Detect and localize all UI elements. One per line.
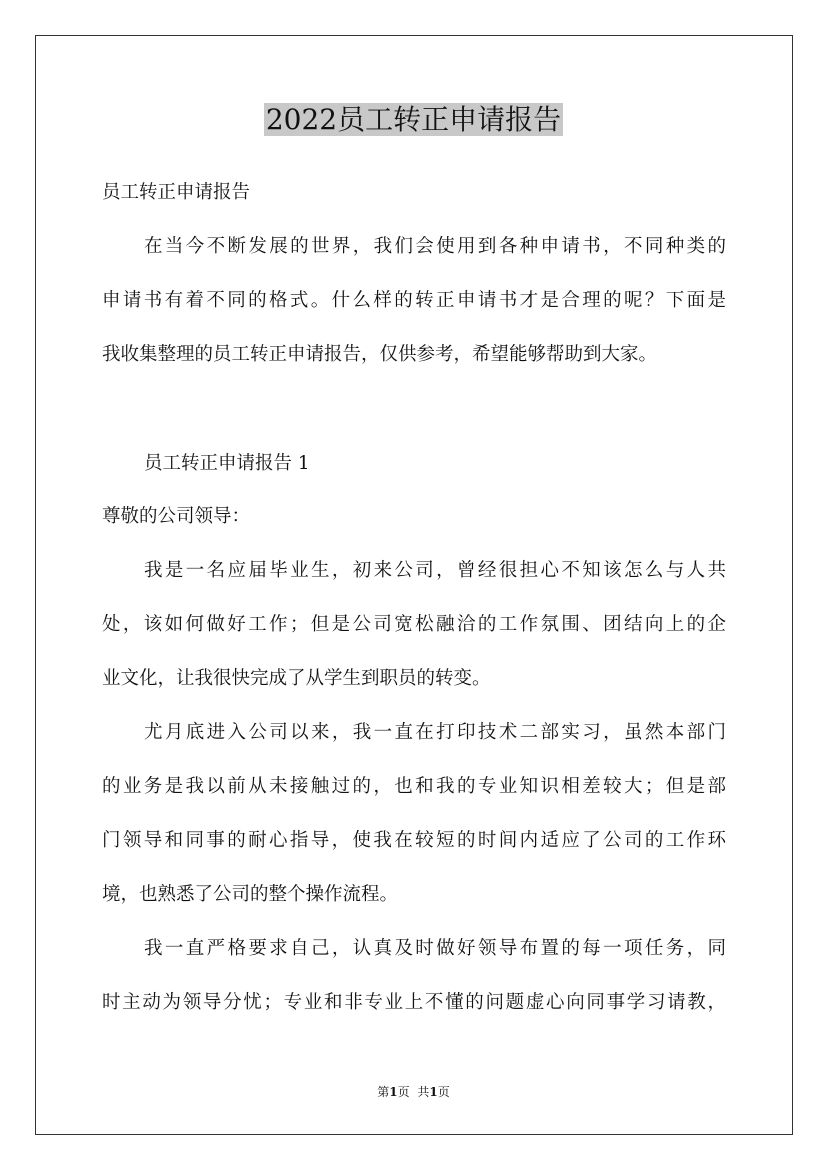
footer-total-pages: 1 (429, 1085, 438, 1099)
footer-total-suffix: 页 (437, 1085, 450, 1099)
salutation: 尊敬的公司领导： (102, 506, 251, 527)
footer-total-prefix: 共 (417, 1085, 430, 1099)
intro-line-1: 在当今不断发展的世界，我们会使用到各种申请书，不同种类的 (144, 236, 726, 257)
paragraph3-line-2: 时主动为领导分忧；专业和非专业上不懂的问题虚心向同事学习请教， (102, 992, 726, 1013)
paragraph1-line-1: 我是一名应届毕业生，初来公司，曾经很担心不知该怎么与人共 (144, 560, 726, 581)
intro-line-2: 申请书有着不同的格式。什么样的转正申请书才是合理的呢？下面是 (102, 290, 726, 311)
page-footer (0, 1083, 827, 1101)
document-title: 2022员工转正申请报告 (265, 103, 562, 136)
paragraph2-line-3: 门领导和同事的耐心指导，使我在较短的时间内适应了公司的工作环 (102, 830, 726, 851)
footer-page-prefix: 第 (377, 1085, 390, 1099)
document-subtitle: 员工转正申请报告 (102, 182, 251, 203)
paragraph2-line-4: 境，也熟悉了公司的整个操作流程。 (102, 884, 399, 905)
paragraph1-line-2: 处，该如何做好工作；但是公司宽松融洽的工作氛围、团结向上的企 (102, 614, 726, 635)
intro-line-3: 我收集整理的员工转正申请报告，仅供参考，希望能够帮助到大家。 (102, 344, 658, 365)
paragraph3-line-1: 我一直严格要求自己，认真及时做好领导布置的每一项任务，同 (144, 938, 726, 959)
paragraph2-line-1: 尤月底进入公司以来，我一直在打印技术二部实习，虽然本部门 (144, 722, 726, 743)
section-heading: 员工转正申请报告 1 (144, 453, 310, 474)
paragraph1-line-3: 业文化，让我很快完成了从学生到职员的转变。 (102, 668, 491, 689)
footer-page-suffix: 页 (397, 1085, 410, 1099)
paragraph2-line-2: 的业务是我以前从未接触过的，也和我的专业知识相差较大；但是部 (102, 776, 726, 797)
footer-page-number: 1 (389, 1085, 398, 1099)
